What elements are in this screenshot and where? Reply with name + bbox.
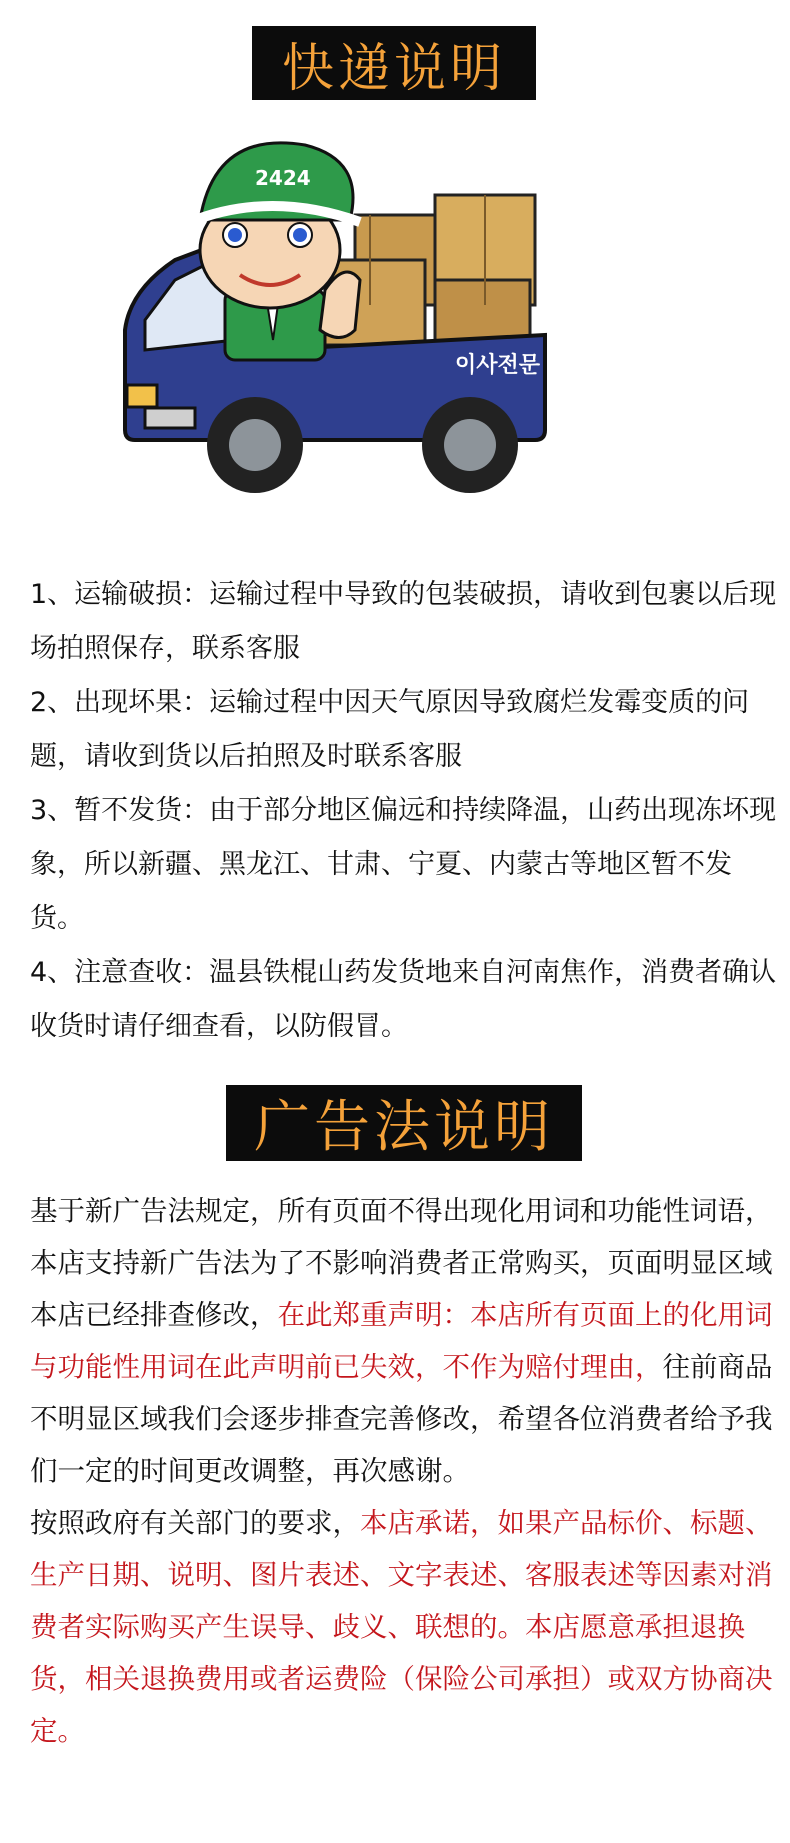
- delivery-truck-illustration: [105, 140, 665, 560]
- shipping-item-2: 2、出现坏果：运输过程中因天气原因导致腐烂发霉变质的问题，请收到货以后拍照及时联系客服: [30, 687, 750, 772]
- helmet-number: 2424: [255, 166, 311, 190]
- shipping-notes: [30, 568, 780, 1054]
- adlaw-p2-text-a: 按照政府有关部门的要求，: [30, 1507, 360, 1539]
- shipping-item-4: 4、注意查收：温县铁棍山药发货地来自河南焦作，消费者确认收货时请仔细查看，以防假冒。: [30, 957, 777, 1042]
- shipping-item-3: 3、暂不发货：由于部分地区偏远和持续降温，山药出现冻坏现象，所以新疆、黑龙江、甘肃、宁夏、内蒙古等地区暂不发货。: [30, 795, 777, 934]
- adlaw-p1-text-b: 往前商品不明显区域我们会逐步排查完善修改，希望各位消费者给予我们一定的时间更改调整，再次感谢。: [30, 1351, 773, 1487]
- adlaw-notes: [30, 1185, 780, 1757]
- adlaw-title: 广告法说明: [254, 1095, 554, 1160]
- adlaw-p1-highlight: 在此郑重声明：本店所有页面上的化用词与功能性用词在此声明前已失效，不作为赔付理由，: [30, 1299, 773, 1383]
- adlaw-title-banner: [226, 1085, 582, 1161]
- shipping-item-1: 1、运输破损：运输过程中导致的包装破损，请收到包裹以后现场拍照保存，联系客服: [30, 579, 777, 664]
- truck-label: 이사전문: [455, 353, 541, 378]
- adlaw-paragraph-1: [30, 1185, 780, 1497]
- adlaw-p2-highlight: 本店承诺，如果产品标价、标题、生产日期、说明、图片表述、文字表述、客服表述等因素对消费者实际购买产生误导、歧义、联想的。本店愿意承担退换货，相关退换费用或者运费险（保险公司承担）或双方协商决定。: [30, 1507, 773, 1747]
- shipping-title: 快递说明: [281, 38, 506, 99]
- adlaw-p1-text-a: 基于新广告法规定，所有页面不得出现化用词和功能性词语，本店支持新广告法为了不影响消费者正常购买，页面明显区域本店已经排查修改，: [30, 1195, 773, 1331]
- adlaw-paragraph-2: [30, 1497, 780, 1757]
- shipping-title-banner: [252, 26, 536, 100]
